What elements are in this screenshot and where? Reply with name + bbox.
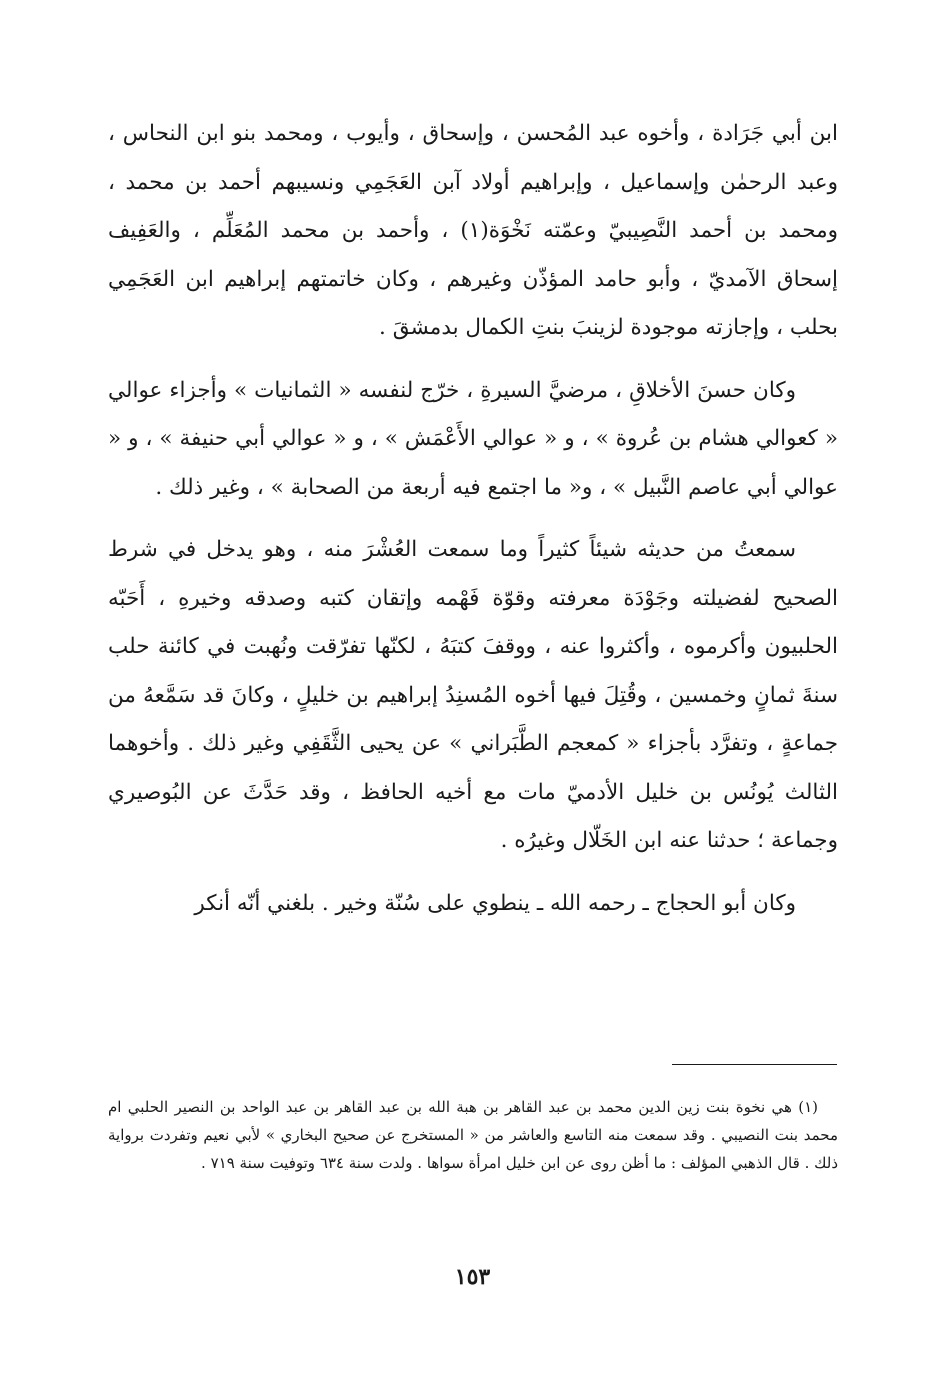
paragraph-1: ابن أبي جَرَادة ، وأخوه عبد المُحسن ، وإسحاق ، وأيوب ، ومحمد بنو ابن النحاس ، وعبد الرحمٰن وإسماعيل ، وإبراهيم أولاد آبن العَجَمِي ونسيبهم أحمد بن محمد ، ومحمد بن أحمد النَّصِيبيّ وعمّته نَخْوَة(١) ، وأحمد بن محمد المُعَلِّم ، والعَفِيف إسحاق الآمديّ ، وأبو حامد المؤذّن وغيرهم ، وكان خاتمتهم إبراهيم ابن العَجَمِي بحلب ، وإجازته موجودة لزينبَ بنتِ الكمال بدمشقَ . xyxy=(108,121,838,340)
paragraph-2: وكان حسنَ الأخلاقِ ، مرضيَّ السيرةِ ، خرّج لنفسه « الثمانيات » وأجزاء عوالي « كعوالي هشام بن عُروة » ، و « عوالي الأَعْمَش » ، و « عوالي أبي حنيفة » ، و « عوالي أبي عاصم النَّبيل » ، و« ما اجتمع فيه أربعة من الصحابة » ، وغير ذلك . xyxy=(108,377,838,500)
paragraph-3: سمعتُ من حديثه شيئاً كثيراً وما سمعت العُشْرَ منه ، وهو يدخل في شرط الصحيح لفضيلته وجَوْدَة معرفته وقوّة فَهْمه وإتقان كتبه وصدقه وخيرهِ ، أَحَبّه الحلبيون وأكرموه ، وأكثروا عنه ، ووقفَ كتبَهُ ، لكنّها تفرّقت ونُهبت في كائنة حلب سنةَ ثمانٍ وخمسين ، وقُتِلَ فيها أخوه المُسنِدُ إبراهيم بن خليلٍ ، وكانَ قد سَمَّعهُ من جماعةٍ ، وتفرَّد بأجزاء « كمعجم الطَّبَراني » عن يحيى الثَّقَفِي وغير ذلك . وأخوهما الثالث يُونُس بن خليل الأدميّ مات مع أخيه الحافظ ، وقد حَدَّثَ عن البُوصيري وجماعة ؛ حدثنا عنه ابن الخَلّال وغيرُه . xyxy=(108,537,838,853)
main-text xyxy=(108,110,838,928)
footnote-1: (١) هي نخوة بنت زين الدين محمد بن عبد القاهر بن هبة الله بن عبد القاهر بن عبد الواحد بن النصير الحلبي ام محمد بنت النصيبي . وقد سمعت منه التاسع والعاشر من « المستخرج عن صحيح البخاري » لأبي نعيم وتفردت برواية ذلك . قال الذهبي المؤلف : ما أظن روى عن ابن خليل امرأة سواها . ولدت سنة ٦٣٤ وتوفيت سنة ٧١٩ . xyxy=(108,1098,838,1172)
page-number: ١٥٣ xyxy=(454,1264,491,1290)
footnote-divider xyxy=(672,1064,837,1065)
paragraph-4: وكان أبو الحجاج ـ رحمه الله ـ ينطوي على سُنّة وخير . بلغني أنّه أنكر xyxy=(194,890,796,916)
footnotes xyxy=(108,1093,838,1177)
